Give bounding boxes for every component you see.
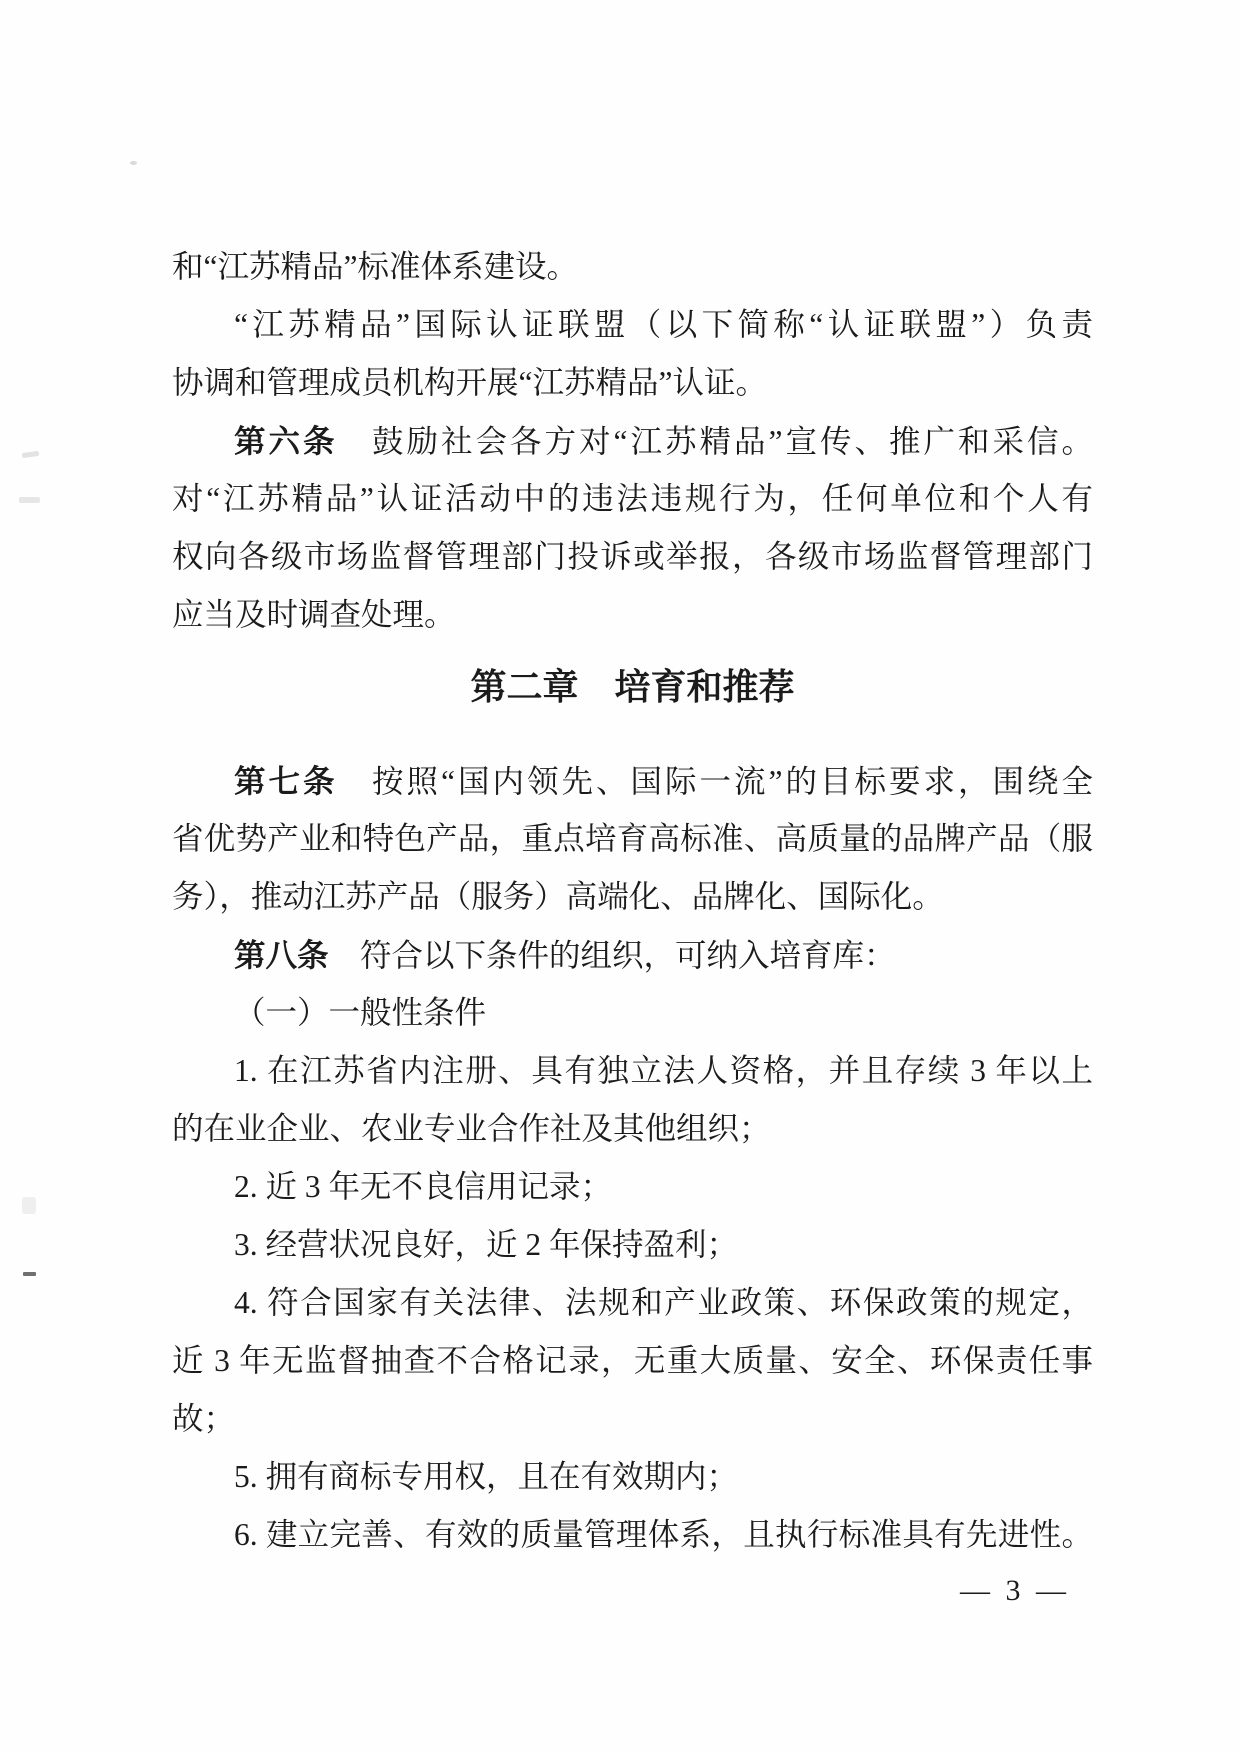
text-segment: 权向各级市场监督管理部门投诉或举报，各级市场监督管理部门: [172, 539, 1093, 574]
bold-term: 第八条: [234, 937, 329, 973]
text-segment: “江苏精品”国际认证联盟（以下简称“认证联盟”）负责: [234, 307, 1093, 342]
document-body: [172, 238, 1093, 1564]
text-segment: 应当及时调查处理。: [172, 597, 456, 632]
scan-artifact: [22, 1197, 36, 1214]
text-line: [172, 868, 1093, 926]
text-segment: 协调和管理成员机构开展“江苏精品”认证。: [172, 365, 767, 400]
text-line: [172, 1042, 1093, 1100]
text-line: [172, 926, 1093, 984]
text-line: [172, 238, 1093, 296]
bold-term: 第七条: [234, 763, 338, 799]
text-line: [172, 528, 1093, 586]
text-segment: 3. 经营状况良好，近 2 年保持盈利；: [234, 1227, 739, 1262]
bold-term: 第六条: [234, 423, 338, 459]
text-segment: 鼓励社会各方对“江苏精品”宣传、推广和采信。: [337, 424, 1093, 459]
text-line: [172, 1158, 1093, 1216]
text-line: [172, 470, 1093, 528]
text-line: [172, 1216, 1093, 1274]
text-line: [172, 1274, 1093, 1332]
text-line: [172, 586, 1093, 644]
chapter-heading: [172, 658, 1093, 716]
page-number: — 3 —: [960, 1574, 1070, 1607]
scan-artifact: [23, 1272, 36, 1276]
text-line: [172, 1506, 1093, 1564]
text-segment: 按照“国内领先、国际一流”的目标要求，围绕全: [337, 764, 1093, 799]
text-line: [172, 984, 1093, 1042]
text-line: [172, 412, 1093, 470]
text-segment: 对“江苏精品”认证活动中的违法违规行为，任何单位和个人有: [172, 481, 1093, 516]
text-segment: 6. 建立完善、有效的质量管理体系，且执行标准具有先进性。: [234, 1517, 1093, 1552]
text-segment: 符合以下条件的组织，可纳入培育库：: [328, 938, 896, 973]
text-segment: 近 3 年无监督抽查不合格记录，无重大质量、安全、环保责任事: [172, 1343, 1093, 1378]
text-segment: （一）一般性条件: [234, 995, 487, 1030]
scan-artifact: [22, 451, 40, 458]
text-line: [172, 1448, 1093, 1506]
text-line: [172, 354, 1093, 412]
scan-speck: [130, 161, 137, 165]
text-line: [172, 1390, 1093, 1448]
bold-term: 第二章 培育和推荐: [470, 666, 795, 707]
text-line: [172, 1332, 1093, 1390]
text-segment: 2. 近 3 年无不良信用记录；: [234, 1169, 613, 1204]
text-line: [172, 810, 1093, 868]
scan-artifact: [19, 497, 40, 503]
text-segment: 省优势产业和特色产品，重点培育高标准、高质量的品牌产品（服: [172, 821, 1093, 856]
text-line: [172, 1100, 1093, 1158]
text-line: [172, 296, 1093, 354]
text-segment: 5. 拥有商标专用权，且在有效期内；: [234, 1459, 739, 1494]
text-segment: 1. 在江苏省内注册、具有独立法人资格，并且存续 3 年以上: [234, 1053, 1093, 1088]
text-segment: 4. 符合国家有关法律、法规和产业政策、环保政策的规定，: [234, 1285, 1093, 1320]
text-segment: 务），推动江苏产品（服务）高端化、品牌化、国际化。: [172, 879, 944, 914]
text-segment: 和“江苏精品”标准体系建设。: [172, 249, 578, 284]
text-segment: 故；: [172, 1401, 236, 1436]
text-segment: 的在业企业、农业专业合作社及其他组织；: [172, 1111, 771, 1146]
text-line: [172, 752, 1093, 810]
